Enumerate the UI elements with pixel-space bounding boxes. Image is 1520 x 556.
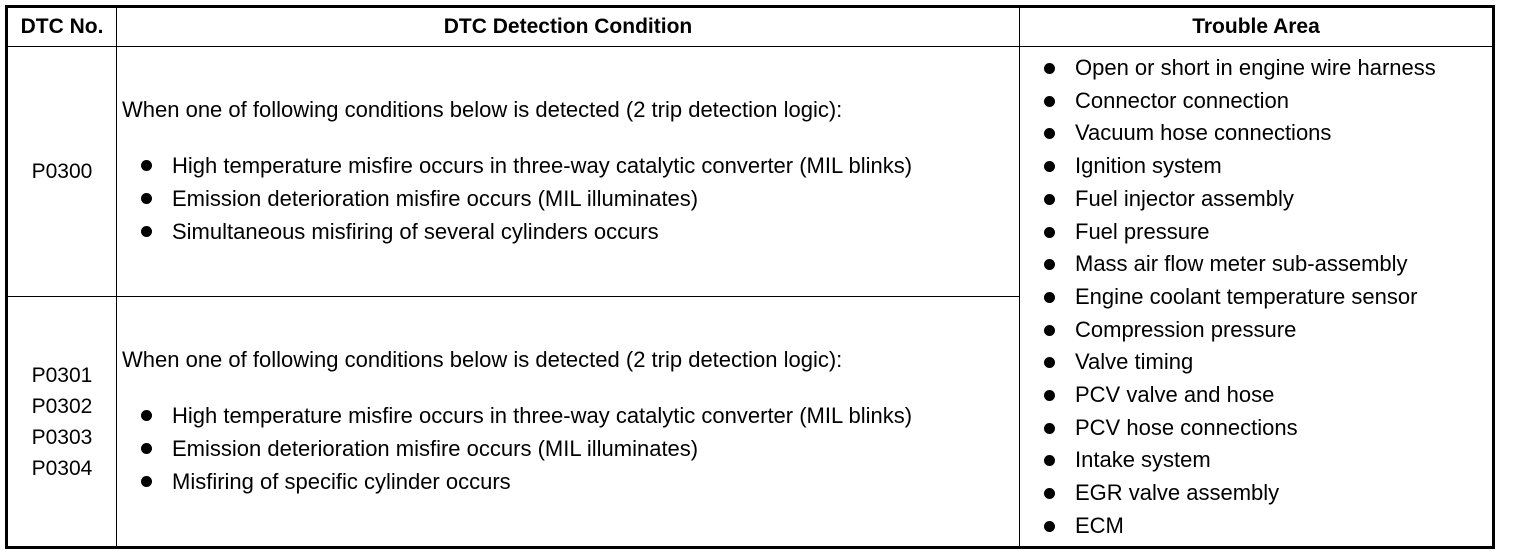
bullet-icon [141,193,152,204]
trouble-area-text: Intake system [1075,447,1211,473]
trouble-area-item [1020,379,1492,412]
header-row [7,7,1494,47]
trouble-area-text: Engine coolant temperature sensor [1075,283,1418,309]
trouble-area-item [1020,248,1492,281]
condition-list [122,149,1019,248]
trouble-area-item [1020,281,1492,314]
bullet-icon [1044,357,1055,368]
trouble-area-item [1020,477,1492,510]
condition-list [122,399,1019,498]
dtc-code: P0304 [31,456,93,480]
bullet-icon [1044,488,1055,499]
condition-item [122,182,1019,215]
condition-item [122,149,1019,182]
condition-intro: When one of following conditions below is detected (2 trip detection logic): [122,97,843,122]
bullet-icon [141,226,152,237]
bullet-icon [1044,161,1055,172]
trouble-area-text: ECM [1075,512,1124,538]
dtc-code: P0300 [31,160,93,183]
dtc-code-cell [7,297,117,548]
trouble-area-text: Fuel pressure [1075,218,1210,244]
bullet-icon [1044,423,1055,434]
condition-item [122,399,1019,432]
trouble-area-item [1020,346,1492,379]
condition-item [122,432,1019,465]
header-detection-condition: DTC Detection Condition [117,7,1020,47]
bullet-icon [1044,227,1055,238]
table-row [7,47,1494,297]
bullet-icon [1044,128,1055,139]
trouble-area-cell [1020,47,1494,548]
trouble-area-item [1020,412,1492,445]
bullet-icon [141,476,152,487]
trouble-area-item [1020,52,1492,85]
condition-text: Misfiring of specific cylinder occurs [172,469,511,494]
trouble-area-text: EGR valve assembly [1075,480,1280,506]
trouble-area-text: Connector connection [1075,87,1290,113]
trouble-area-item [1020,314,1492,347]
bullet-icon [1044,194,1055,205]
condition-text: Emission deterioration misfire occurs (MIL illuminates) [172,436,699,461]
condition-item [122,465,1019,498]
header-trouble-area: Trouble Area [1020,7,1494,47]
condition-text: High temperature misfire occurs in three-way catalytic converter (MIL blinks) [172,403,913,428]
trouble-area-item [1020,117,1492,150]
dtc-code: P0301 [31,363,93,387]
detection-condition-cell [117,297,1020,548]
dtc-code: P0303 [31,425,93,449]
trouble-area-item [1020,510,1492,543]
bullet-icon [1044,292,1055,303]
bullet-icon [1044,259,1055,270]
bullet-icon [1044,63,1055,74]
trouble-area-text: Valve timing [1075,349,1194,375]
dtc-code-cell [7,47,117,297]
trouble-area-text: Vacuum hose connections [1075,120,1332,146]
trouble-area-text: Fuel injector assembly [1075,185,1294,211]
trouble-area-item [1020,183,1492,216]
bullet-icon [141,410,152,421]
trouble-area-item [1020,85,1492,118]
bullet-icon [1044,390,1055,401]
condition-item [122,215,1019,248]
trouble-area-item [1020,216,1492,249]
condition-text: High temperature misfire occurs in three-way catalytic converter (MIL blinks) [172,153,913,178]
condition-text: Simultaneous misfiring of several cylinders occurs [172,219,659,244]
trouble-area-text: Compression pressure [1075,316,1297,342]
bullet-icon [141,443,152,454]
trouble-area-list [1020,52,1492,543]
trouble-area-text: Open or short in engine wire harness [1075,55,1436,80]
trouble-area-text: Ignition system [1075,153,1222,179]
condition-intro: When one of following conditions below is detected (2 trip detection logic): [122,347,843,372]
header-dtc-no: DTC No. [7,7,117,47]
trouble-area-text: Mass air flow meter sub-assembly [1075,251,1408,277]
dtc-code: P0302 [31,394,93,418]
trouble-area-text: PCV hose connections [1075,414,1298,440]
condition-text: Emission deterioration misfire occurs (MIL illuminates) [172,186,699,211]
bullet-icon [1044,455,1055,466]
trouble-area-text: PCV valve and hose [1075,382,1275,408]
detection-condition-cell [117,47,1020,297]
dtc-table [5,5,1495,549]
bullet-icon [1044,325,1055,336]
trouble-area-item [1020,150,1492,183]
trouble-area-item [1020,444,1492,477]
bullet-icon [1044,96,1055,107]
bullet-icon [1044,521,1055,532]
bullet-icon [141,160,152,171]
